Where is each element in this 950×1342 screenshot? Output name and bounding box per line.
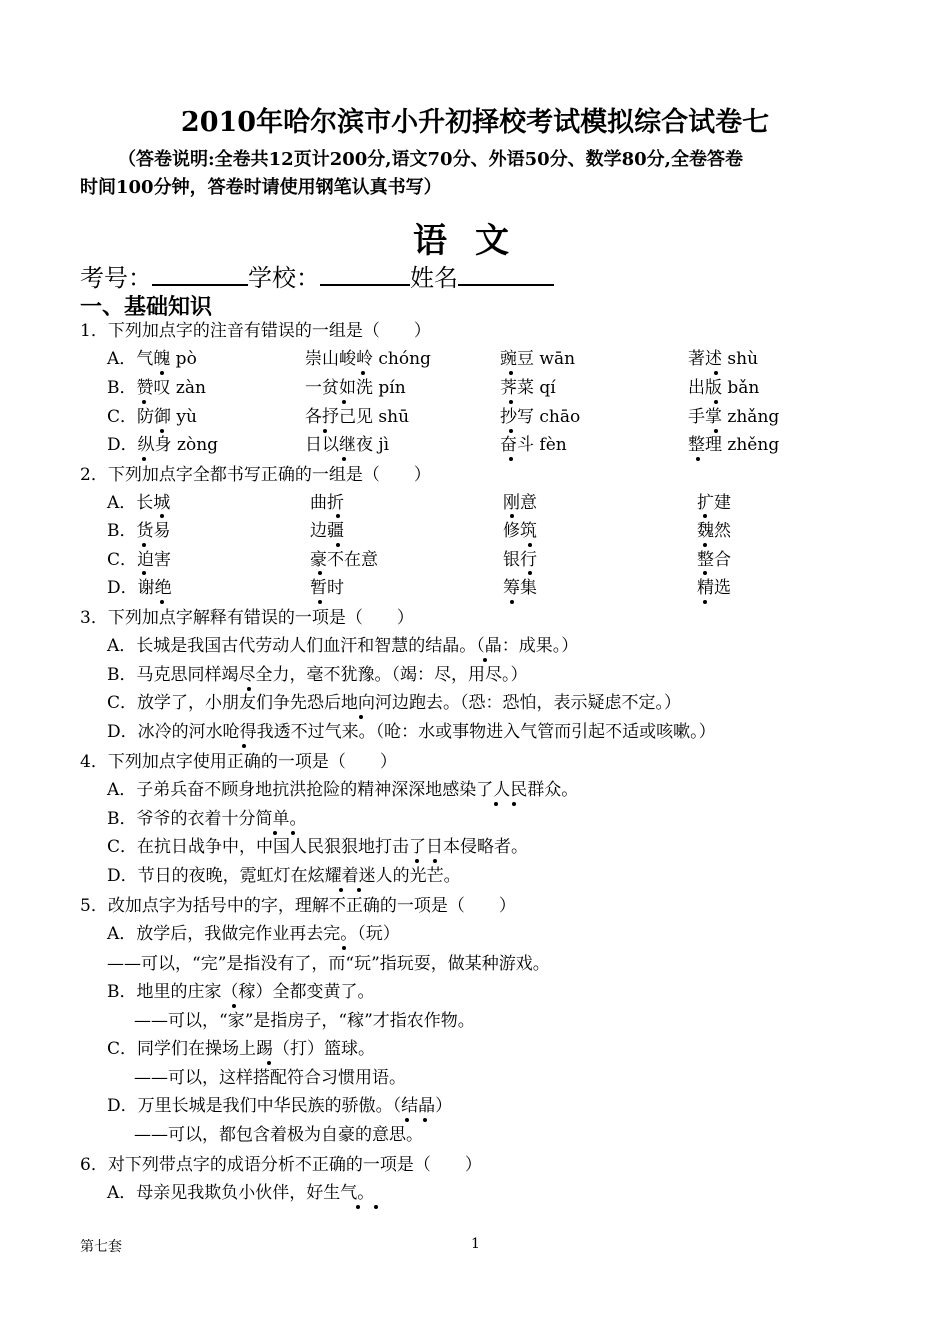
q2-option-d-4: 精选	[697, 578, 731, 598]
q6-option-a: A．母亲见我欺负小伙伴，好生气。	[107, 1183, 375, 1203]
q2-option-a-1: A．长城	[107, 493, 171, 513]
q2-option-b-3: 修筑	[503, 521, 537, 541]
q2-option-c-1: C．迫害	[107, 550, 172, 570]
question-6-stem: 6．对下列带点字的成语分析不正确的一项是（ ）	[80, 1155, 482, 1175]
q2-option-a-3: 刚意	[503, 493, 537, 513]
q1-option-a-3: 豌豆 wān	[500, 349, 576, 369]
q1-option-d-1: D．纵身 zòng	[107, 435, 219, 455]
q4-option-b: B．爷爷的衣着十分简单。	[107, 809, 307, 829]
exam-number-blank[interactable]	[152, 262, 248, 286]
q2-option-b-2: 边疆	[310, 521, 344, 541]
q5-option-b: B．地里的庄家（稼）全都变黄了。	[107, 982, 375, 1002]
question-4-stem: 4．下列加点字使用正确的一项是（ ）	[80, 752, 397, 772]
q2-option-a-2: 曲折	[310, 493, 344, 513]
q3-option-c: C．放学了，小朋友们争先恐后地向河边跑去。（恐：恐怕，表示疑虑不定。）	[107, 693, 682, 713]
q1-option-c-4: 手掌 zhǎng	[688, 407, 780, 427]
question-5-stem: 5．改加点字为括号中的字，理解不正确的一项是（ ）	[80, 896, 516, 916]
q5-option-c-note: ——可以，这样搭配符合习惯用语。	[134, 1068, 406, 1088]
q1-option-d-3: 奋斗 fèn	[500, 435, 567, 455]
q2-option-a-4: 扩建	[697, 493, 731, 513]
q3-option-d: D．冰冷的河水呛得我透不过气来。（呛：水或事物进入气管而引起不适或咳嗽。）	[107, 722, 716, 742]
question-3-stem: 3．下列加点字解释有错误的一项是（ ）	[80, 608, 414, 628]
q5-option-c: C．同学们在操场上踢（打）篮球。	[107, 1039, 376, 1059]
q4-option-a: A．子弟兵奋不顾身地抗洪抢险的精神深深地感染了人民群众。	[107, 780, 579, 800]
school-blank[interactable]	[320, 262, 410, 286]
q1-option-b-4: 出版 bǎn	[688, 378, 760, 398]
q1-option-c-1: C．防御 yù	[107, 407, 197, 427]
q2-option-b-4: 魏然	[697, 521, 731, 541]
q5-option-a: A．放学后，我做完作业再去完。（玩）	[107, 924, 400, 944]
q2-option-d-2: 暂时	[310, 578, 344, 598]
q1-option-a-1: A．气魄 pò	[107, 349, 197, 369]
q2-option-c-4: 整合	[697, 550, 731, 570]
q1-option-a-4: 著述 shù	[688, 349, 759, 369]
page-title: 2010年哈尔滨市小升初择校考试模拟综合试卷七	[180, 107, 770, 138]
name-label: 姓名	[410, 264, 458, 292]
school-label: 学校：	[248, 264, 320, 292]
q1-option-b-3: 荠菜 qí	[500, 378, 556, 398]
section-heading-basics: 一、基础知识	[80, 294, 213, 320]
q2-option-b-1: B．货易	[107, 521, 171, 541]
q1-option-c-3: 抄写 chāo	[500, 407, 581, 427]
q5-option-a-note: ——可以，“完”是指没有了，而“玩”指玩耍，做某种游戏。	[107, 954, 550, 974]
exam-number-label: 考号：	[80, 264, 152, 292]
name-blank[interactable]	[458, 262, 554, 286]
q2-option-d-3: 筹集	[503, 578, 537, 598]
q1-option-d-2: 日以继夜 jì	[305, 435, 390, 455]
instructions-line-1: （答卷说明:全卷共12页计200分,语文70分、外语50分、数学80分,全卷答卷	[118, 149, 743, 170]
q1-option-c-2: 各抒己见 shū	[305, 407, 410, 427]
q5-option-d: D．万里长城是我们中华民族的骄傲。（结晶）	[107, 1096, 453, 1116]
q3-option-a: A．长城是我国古代劳动人们血汗和智慧的结晶。（晶：成果。）	[107, 636, 579, 656]
q2-option-d-1: D．谢绝	[107, 578, 172, 598]
q1-option-d-4: 整理 zhěng	[688, 435, 780, 455]
q1-option-b-1: B．赞叹 zàn	[107, 378, 206, 398]
q1-option-b-2: 一贫如洗 pín	[305, 378, 406, 398]
q5-option-b-note: ——可以，“家”是指房子，“稼”才指农作物。	[134, 1011, 475, 1031]
question-2-stem: 2．下列加点字全都书写正确的一组是（ ）	[80, 465, 431, 485]
question-1-stem: 1．下列加点字的注音有错误的一组是（ ）	[80, 321, 431, 341]
footer-set-label: 第七套	[80, 1239, 122, 1255]
q1-option-a-2: 崇山峻岭 chóng	[305, 349, 431, 369]
footer-page-number: 1	[471, 1236, 480, 1252]
instructions-line-2: 时间100分钟，答卷时请使用钢笔认真书写）	[80, 177, 442, 198]
subject-heading: 语文	[413, 221, 537, 261]
q3-option-b: B．马克思同样竭尽全力，毫不犹豫。（竭：尽，用尽。）	[107, 665, 528, 685]
q2-option-c-3: 银行	[503, 550, 537, 570]
q5-option-d-note: ——可以，都包含着极为自豪的意思。	[134, 1125, 423, 1145]
q4-option-d: D．节日的夜晚，霓虹灯在炫耀着迷人的光芒。	[107, 866, 461, 886]
student-info-fields	[80, 258, 554, 293]
q4-option-c: C．在抗日战争中，中国人民狠狠地打击了日本侵略者。	[107, 837, 529, 857]
q2-option-c-2: 豪不在意	[310, 550, 378, 570]
